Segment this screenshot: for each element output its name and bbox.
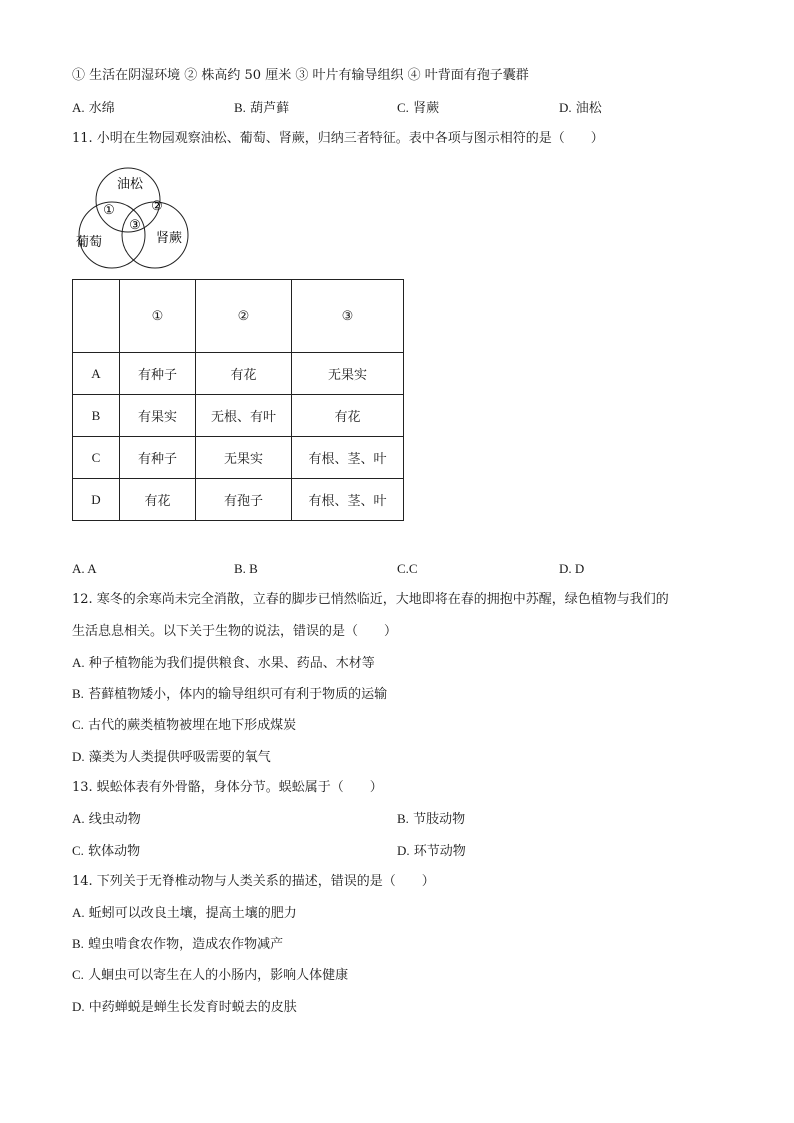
venn-region-3: ③	[129, 218, 141, 233]
option-text: D	[574, 561, 585, 576]
option-text: 线虫动物	[88, 812, 141, 827]
option-letter: A.	[72, 905, 85, 920]
option-text: 葫芦藓	[250, 101, 290, 116]
option-letter: C.	[397, 100, 409, 115]
q10-option-a	[72, 99, 115, 118]
venn-region-2: ②	[151, 199, 163, 214]
q11-option-a	[72, 560, 97, 578]
q11-stem: 11. 小明在生物园观察油松、葡萄、肾蕨，归纳三者特征。表中各项与图示相符的是（ ）	[72, 131, 604, 146]
q11-option-b	[234, 560, 258, 578]
option-text: 中药蝉蜕是蝉生长发育时蜕去的皮肤	[88, 1000, 297, 1015]
q11-option-d	[559, 560, 584, 578]
option-letter: C.	[72, 717, 84, 732]
option-letter: C.	[72, 967, 84, 982]
venn-diagram	[72, 164, 196, 272]
q14-option-d	[72, 998, 297, 1017]
table-cell: A	[73, 353, 120, 395]
table-row	[73, 353, 404, 395]
option-letter: D.	[397, 843, 410, 858]
q14-option-c	[72, 966, 348, 985]
q10-statement: ① 生活在阴湿环境 ② 株高约 50 厘米 ③ 叶片有输导组织 ④ 叶背面有孢子囊群	[72, 68, 529, 83]
option-letter: D.	[72, 999, 85, 1014]
venn-label-left: 葡萄	[76, 235, 103, 250]
q14-option-b	[72, 935, 283, 954]
q13-option-a	[72, 810, 141, 829]
table-row	[73, 437, 404, 479]
option-text: 环节动物	[413, 844, 466, 859]
option-letter: A.	[72, 655, 85, 670]
q12-stem-line1: 12. 寒冬的余寒尚未完全消散，立春的脚步已悄然临近，大地即将在春的拥抱中苏醒，绿色植物与我们的	[72, 592, 669, 607]
option-letter: B.	[72, 686, 84, 701]
table-row	[73, 479, 404, 521]
option-text: B	[249, 561, 258, 576]
q11-option-c	[397, 560, 418, 578]
option-text: C	[408, 561, 418, 576]
option-letter: A.	[72, 100, 85, 115]
option-letter: B.	[397, 811, 409, 826]
q11-table	[72, 279, 404, 521]
table-cell: C	[73, 437, 120, 479]
option-text: 藻类为人类提供呼吸需要的氧气	[88, 750, 271, 765]
option-text: A	[87, 561, 97, 576]
table-header-cell	[73, 280, 120, 353]
table-cell: 无果实	[196, 437, 292, 479]
q12-option-a	[72, 654, 375, 673]
option-letter: A.	[72, 811, 85, 826]
table-cell: 无果实	[292, 353, 404, 395]
option-text: 古代的蕨类植物被埋在地下形成煤炭	[88, 718, 297, 733]
table-cell: 有花	[120, 479, 196, 521]
q13-option-b	[397, 810, 465, 829]
option-text: 种子植物能为我们提供粮食、水果、药品、木材等	[88, 656, 375, 671]
table-header-cell: ③	[292, 280, 404, 353]
q13-stem: 13. 蜈蚣体表有外骨骼，身体分节。蜈蚣属于（ ）	[72, 780, 383, 795]
option-text: 人蛔虫可以寄生在人的小肠内，影响人体健康	[88, 968, 349, 983]
q14-stem: 14. 下列关于无脊椎动物与人类关系的描述，错误的是（ ）	[72, 874, 435, 889]
q10-option-b	[234, 99, 289, 118]
table-row	[73, 395, 404, 437]
q10-option-c	[397, 99, 439, 118]
option-text: 水绵	[88, 101, 115, 116]
option-letter: D.	[559, 561, 572, 576]
table-cell: 无根、有叶	[196, 395, 292, 437]
table-cell: 有孢子	[196, 479, 292, 521]
q13-option-c	[72, 842, 140, 861]
venn-region-1: ①	[103, 203, 115, 218]
table-cell: D	[73, 479, 120, 521]
option-text: 节肢动物	[413, 812, 466, 827]
q10-option-d	[559, 99, 602, 118]
option-letter: D.	[72, 749, 85, 764]
venn-label-right: 肾蕨	[156, 231, 183, 246]
option-text: 蚯蚓可以改良土壤，提高土壤的肥力	[88, 906, 297, 921]
option-text: 蝗虫啃食农作物，造成农作物减产	[88, 937, 284, 952]
table-cell: 有花	[196, 353, 292, 395]
table-header-row	[73, 280, 404, 353]
q13-option-d	[397, 842, 466, 861]
table-cell: 有根、茎、叶	[292, 437, 404, 479]
q14-option-a	[72, 904, 297, 923]
option-letter: C.	[397, 561, 409, 576]
option-text: 苔藓植物矮小，体内的输导组织可有利于物质的运输	[88, 687, 388, 702]
venn-label-top: 油松	[116, 177, 144, 192]
option-letter: B.	[72, 936, 84, 951]
option-letter: B.	[234, 561, 246, 576]
q12-option-d	[72, 748, 271, 767]
option-letter: C.	[72, 843, 84, 858]
table-cell: B	[73, 395, 120, 437]
option-letter: D.	[559, 100, 572, 115]
table-cell: 有花	[292, 395, 404, 437]
table-cell: 有种子	[120, 437, 196, 479]
option-letter: B.	[234, 100, 246, 115]
q12-option-b	[72, 685, 387, 704]
option-text: 油松	[575, 101, 602, 116]
q12-stem-line2: 生活息息相关。以下关于生物的说法，错误的是（ ）	[72, 624, 398, 639]
table-cell: 有种子	[120, 353, 196, 395]
option-text: 肾蕨	[413, 101, 440, 116]
option-text: 软体动物	[88, 844, 141, 859]
option-letter: A.	[72, 561, 85, 576]
q12-option-c	[72, 716, 296, 735]
table-header-cell: ①	[120, 280, 196, 353]
table-header-cell: ②	[196, 280, 292, 353]
table-cell: 有根、茎、叶	[292, 479, 404, 521]
table-cell: 有果实	[120, 395, 196, 437]
